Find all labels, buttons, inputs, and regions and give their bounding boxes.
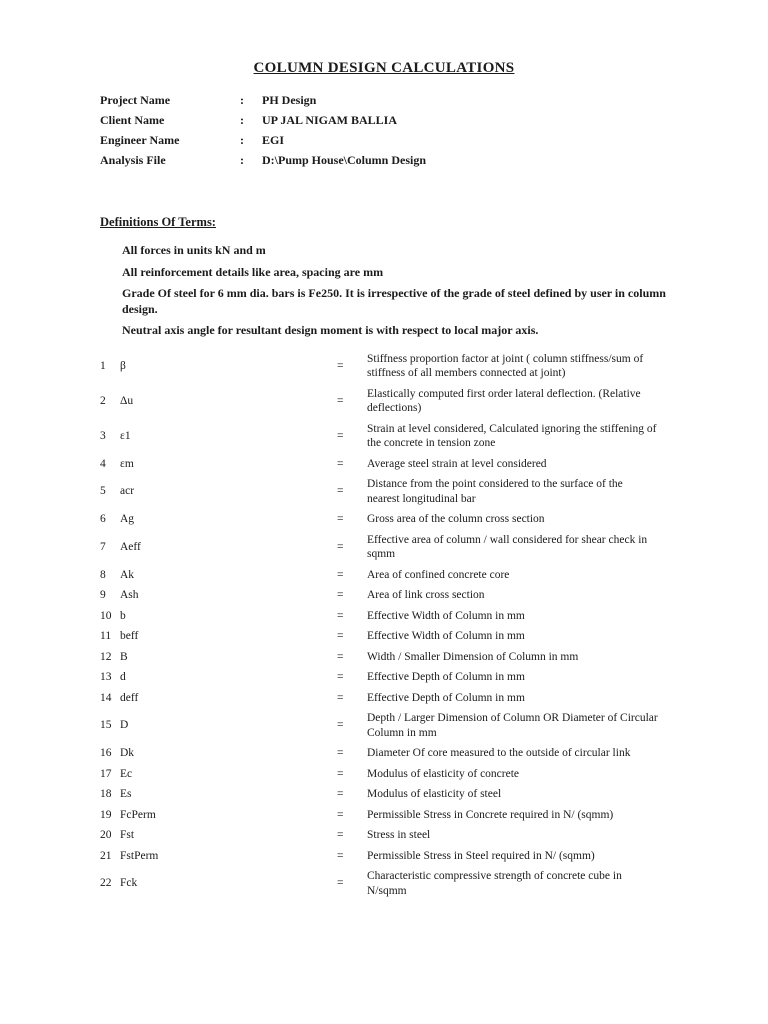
header-field-row [100,90,668,110]
term-description: Distance from the point considered to the surface of the nearest longitudinal bar [367,478,623,505]
header-field-separator: : [240,132,244,147]
term-number: 4 [100,457,106,470]
term-number: 5 [100,485,106,498]
term-row [100,691,668,706]
term-symbol: d [120,671,126,683]
term-number: 13 [100,671,112,683]
term-symbol: D [120,719,129,732]
term-number: 8 [100,568,106,581]
term-row [100,477,668,506]
term-symbol: ε1 [120,429,131,442]
term-description: Gross area of the column cross section [367,513,545,525]
definitions-heading: Definitions Of Terms: [100,215,216,229]
term-equals-sign: = [337,650,344,663]
definition-note: All reinforcement details like area, spacing are mm [122,264,384,279]
term-equals-sign: = [337,747,344,759]
terms-list [100,352,668,899]
term-number: 3 [100,429,106,442]
term-symbol: β [120,359,126,372]
term-symbol: εm [120,457,134,470]
header-field-label: Client Name [100,112,165,127]
term-equals-sign: = [337,429,344,442]
term-description: Effective Width of Column in mm [367,609,525,622]
term-symbol: Es [120,788,132,800]
term-description: Area of confined concrete core [367,568,510,581]
definition-note: Grade Of steel for 6 mm dia. bars is Fe250. It is irrespective of the grade of steel defined by user in column design. [122,286,666,316]
term-symbol: FstPerm [120,849,159,862]
term-symbol: acr [120,485,135,498]
term-equals-sign: = [337,767,344,780]
term-symbol: Aeff [120,540,141,553]
header-field-row [100,150,668,170]
term-number: 15 [100,719,112,732]
term-row [100,512,668,527]
term-description: Effective Depth of Column in mm [367,691,525,704]
term-number: 6 [100,513,106,525]
term-symbol: Dk [120,747,135,759]
term-symbol: Δu [120,394,134,407]
term-row [100,568,668,583]
term-number: 7 [100,540,106,553]
term-symbol: Ak [120,568,135,581]
term-description: Permissible Stress in Concrete required in N/ (sqmm) [367,808,614,821]
term-description: Stress in steel [367,829,431,841]
term-row [100,457,668,472]
term-number: 11 [100,630,112,642]
term-number: 18 [100,788,112,800]
term-description: Area of link cross section [367,589,485,601]
term-row [100,767,668,782]
term-number: 14 [100,691,112,704]
term-equals-sign: = [337,359,344,372]
term-row [100,352,668,381]
term-description: Stiffness proportion factor at joint ( column stiffness/sum of stiffness of all members connected at joint) [367,352,644,379]
term-row [100,422,668,451]
term-symbol: Ec [120,767,133,780]
definition-note: All forces in units kN and m [122,243,266,257]
term-row [100,670,668,685]
term-row [100,588,668,603]
term-equals-sign: = [337,877,344,890]
term-equals-sign: = [337,394,344,407]
header-field-separator: : [240,152,244,167]
term-symbol: deff [120,691,139,704]
header-field-label: Project Name [100,92,171,107]
definition-note: Neutral axis angle for resultant design moment is with respect to local major axis. [122,323,539,337]
term-number: 2 [100,394,106,407]
term-equals-sign: = [337,671,344,683]
term-number: 10 [100,609,112,622]
term-description: Characteristic compressive strength of concrete cube in N/sqmm [367,870,622,897]
term-equals-sign: = [337,457,344,470]
term-number: 16 [100,747,112,759]
header-field-separator: : [240,112,244,127]
header-field-value: UP JAL NIGAM BALLIA [262,112,398,127]
header-field-label: Analysis File [100,152,166,167]
term-symbol: Fst [120,829,135,841]
term-row [100,808,668,823]
header-field-separator: : [240,92,244,107]
term-equals-sign: = [337,609,344,622]
term-equals-sign: = [337,485,344,498]
term-equals-sign: = [337,540,344,553]
term-equals-sign: = [337,630,344,642]
term-number: 19 [100,808,112,821]
term-row [100,787,668,802]
term-row [100,746,668,761]
definitions-notes [100,243,668,339]
term-row [100,387,668,416]
term-symbol: B [120,650,128,663]
term-number: 12 [100,650,112,663]
term-number: 22 [100,877,112,890]
header-field-label: Engineer Name [100,132,180,147]
header-field-value: PH Design [262,92,317,107]
header-field-value: EGI [262,132,285,147]
term-description: Effective Depth of Column in mm [367,671,525,683]
term-symbol: Fck [120,877,138,890]
term-description: Width / Smaller Dimension of Column in mm [367,650,579,663]
term-symbol: b [120,609,126,622]
term-equals-sign: = [337,691,344,704]
term-description: Modulus of elasticity of concrete [367,767,520,780]
header-fields [100,90,668,170]
term-symbol: Ag [120,513,135,525]
header-field-row [100,130,668,150]
term-description: Diameter Of core measured to the outside of circular link [367,747,631,759]
term-equals-sign: = [337,808,344,821]
term-description: Effective Width of Column in mm [367,630,525,642]
term-row [100,533,668,562]
term-symbol: beff [120,630,139,642]
term-equals-sign: = [337,589,344,601]
term-symbol: FcPerm [120,808,156,821]
term-description: Depth / Larger Dimension of Column OR Diameter of Circular Column in mm [367,712,658,739]
term-description: Permissible Stress in Steel required in N/ (sqmm) [367,849,595,862]
page-title: COLUMN DESIGN CALCULATIONS [253,60,515,76]
term-description: Effective area of column / wall considered for shear check in sqmm [367,533,648,560]
header-field-value: D:\Pump House\Column Design [262,152,427,167]
term-equals-sign: = [337,719,344,732]
term-equals-sign: = [337,849,344,862]
term-description: Elastically computed first order lateral deflection. (Relative deflections) [367,387,641,414]
term-row [100,609,668,624]
term-row [100,629,668,644]
term-row [100,869,668,898]
header-field-row [100,110,668,130]
term-row [100,650,668,665]
term-number: 17 [100,767,112,780]
term-number: 20 [100,829,112,841]
term-equals-sign: = [337,513,344,525]
term-equals-sign: = [337,829,344,841]
term-equals-sign: = [337,568,344,581]
term-description: Modulus of elasticity of steel [367,788,502,800]
term-description: Strain at level considered, Calculated ignoring the stiffening of the concrete in tension zone [367,422,657,449]
term-row [100,711,668,740]
term-number: 1 [100,359,106,372]
term-row [100,849,668,864]
term-row [100,828,668,843]
term-number: 21 [100,849,112,862]
term-description: Average steel strain at level considered [367,457,547,470]
term-equals-sign: = [337,788,344,800]
term-symbol: Ash [120,589,139,601]
term-number: 9 [100,589,106,601]
